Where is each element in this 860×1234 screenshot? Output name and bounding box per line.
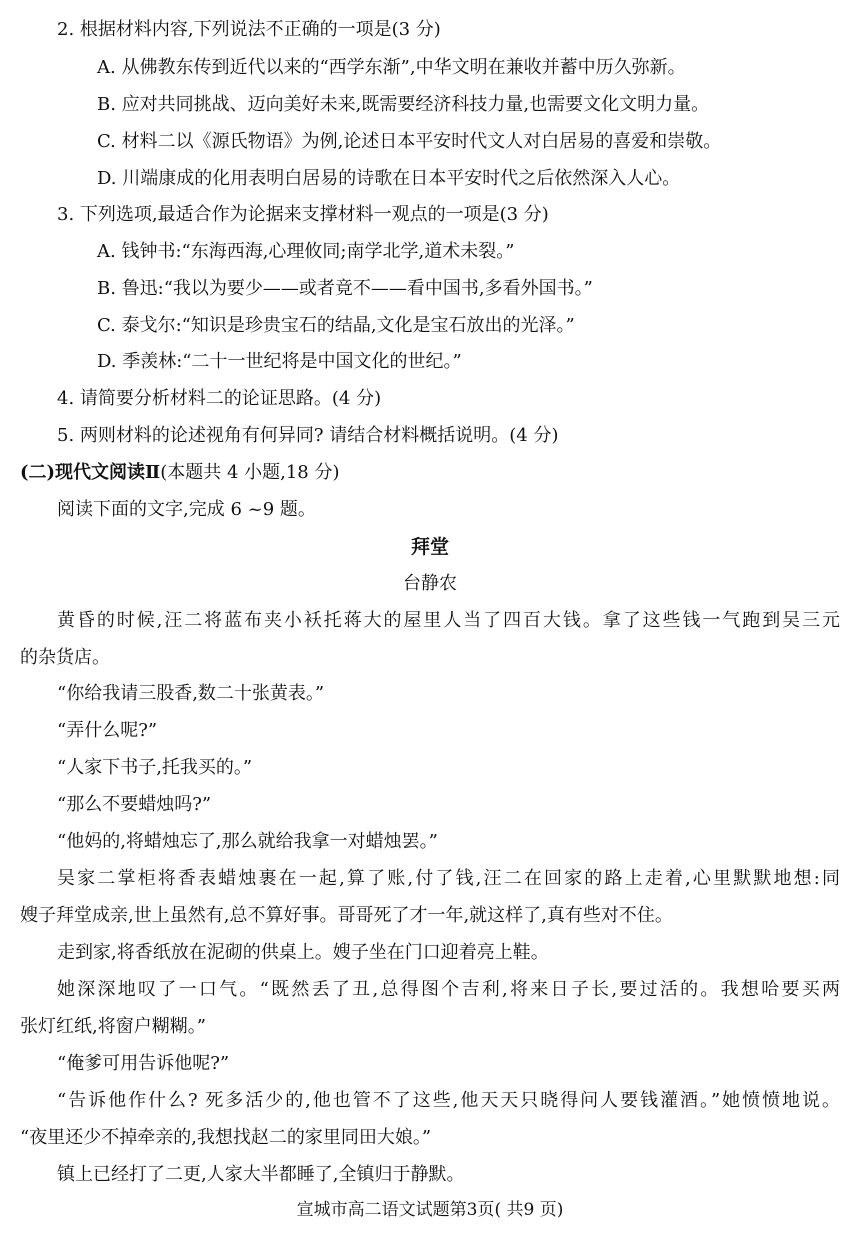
question-3-option-a: A. 钱钟书:“东海西海,心理攸同;南学北学,道术未裂。” (97, 241, 515, 262)
story-paragraph-7-line-1 (20, 867, 840, 891)
question-3-option-b: B. 鲁迅:“我以为要少——或者竟不——看中国书,多看外国书。” (97, 278, 593, 299)
question-3-option-d: D. 季羡林:“二十一世纪将是中国文化的世纪。” (97, 351, 462, 372)
story-paragraph-11-line-1 (20, 1089, 840, 1113)
question-2-option-d: D. 川端康成的化用表明白居易的诗歌在日本平安时代之后依然深入人心。 (97, 168, 681, 189)
story-paragraph-6: “他妈的,将蜡烛忘了,那么就给我拿一对蜡烛罢。” (57, 831, 438, 852)
story-paragraph-11-text-1: “告诉他作什么? 死多活少的,他也管不了这些,他天天只晓得问人要钱灌酒。”她愤愤地说。 (57, 1090, 840, 1111)
section-info: (本题共 4 小题,18 分) (160, 462, 340, 483)
story-paragraph-1-line-1 (20, 609, 840, 633)
question-3-option-c: C. 泰戈尔:“知识是珍贵宝石的结晶,文化是宝石放出的光泽。” (97, 315, 575, 336)
story-paragraph-3: “弄什么呢?” (57, 720, 158, 741)
story-author: 台静农 (403, 573, 457, 594)
question-2-option-b: B. 应对共同挑战、迈向美好未来,既需要经济科技力量,也需要文化文明力量。 (97, 94, 710, 115)
story-paragraph-7-line-2: 嫂子拜堂成亲,世上虽然有,总不算好事。哥哥死了才一年,就这样了,真有些对不住。 (20, 905, 673, 926)
question-2-option-a: A. 从佛教东传到近代以来的“西学东渐”,中华文明在兼收并蓄中历久弥新。 (97, 57, 686, 78)
story-paragraph-1-text-1: 黄昏的时候,汪二将蓝布夹小袄托蒋大的屋里人当了四百大钱。拿了这些钱一气跑到吴三元 (57, 610, 840, 631)
story-paragraph-8: 走到家,将香纸放在泥砌的供桌上。嫂子坐在门口迎着亮上鞋。 (57, 942, 549, 963)
story-title: 拜堂 (410, 536, 449, 558)
story-paragraph-10: “俺爹可用告诉他呢?” (57, 1053, 230, 1074)
section-title: (二)现代文阅读Ⅱ (20, 462, 161, 483)
question-3-stem: 3. 下列选项,最适合作为论据来支撑材料一观点的一项是(3 分) (57, 204, 549, 225)
section-instruction: 阅读下面的文字,完成 6 ~9 题。 (57, 499, 316, 520)
story-paragraph-7-text-1: 吴家二掌柜将香表蜡烛裹在一起,算了账,付了钱,汪二在回家的路上走着,心里默默地想:同 (57, 868, 840, 889)
question-2-stem: 2. 根据材料内容,下列说法不正确的一项是(3 分) (57, 19, 441, 40)
story-paragraph-2: “你给我请三股香,数二十张黄表。” (57, 683, 325, 704)
story-paragraph-1-line-2: 的杂货店。 (20, 647, 110, 668)
story-paragraph-9-line-2: 张灯红纸,将窗户糊糊。” (20, 1016, 206, 1037)
story-paragraph-12: 镇上已经打了二更,人家大半都睡了,全镇归于静默。 (57, 1164, 465, 1185)
story-paragraph-4: “人家下书子,托我买的。” (57, 757, 253, 778)
question-2-option-c: C. 材料二以《源氏物语》为例,论述日本平安时代文人对白居易的喜爱和崇敬。 (97, 131, 722, 152)
page-footer: 宣城市高二语文试题第3页( 共9 页) (296, 1200, 564, 1220)
story-paragraph-9-text-1: 她深深地叹了一口气。“既然丢了丑,总得图个吉利,将来日子长,要过活的。我想哈要买两 (57, 979, 840, 1000)
story-paragraph-11-line-2: “夜里还少不掉牵亲的,我想找赵二的家里同田大娘。” (20, 1127, 432, 1148)
question-4-stem: 4. 请简要分析材料二的论证思路。(4 分) (57, 388, 382, 409)
question-5-stem: 5. 两则材料的论述视角有何异同? 请结合材料概括说明。(4 分) (57, 425, 559, 446)
story-paragraph-5: “那么不要蜡烛吗?” (57, 794, 212, 815)
section-heading (0, 461, 860, 485)
story-paragraph-9-line-1 (20, 978, 840, 1002)
